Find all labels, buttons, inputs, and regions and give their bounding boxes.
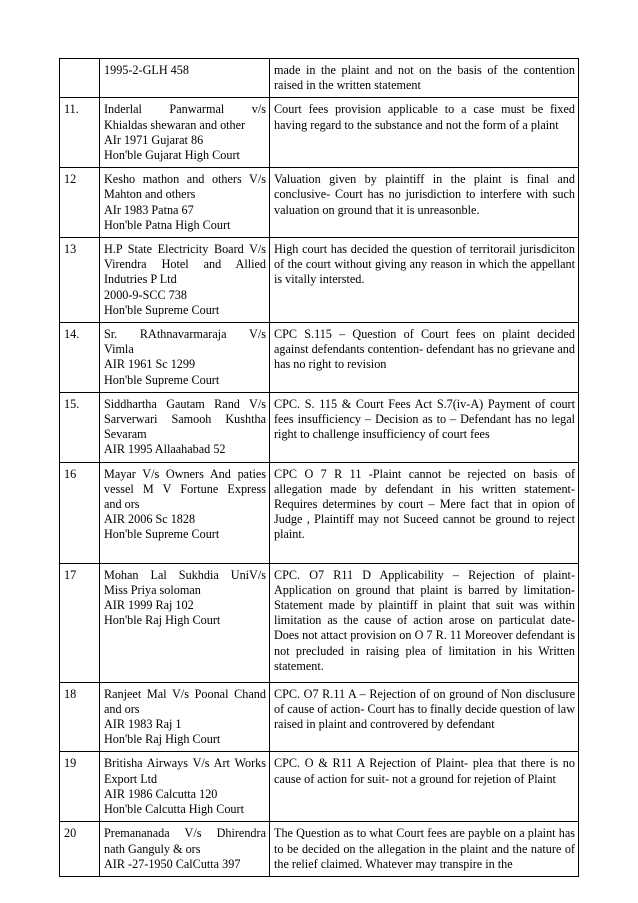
citation-line: nath Ganguly & ors (104, 841, 201, 856)
citation-cell (100, 752, 270, 822)
citation-line: Inderlal Panwarmal v/s (104, 102, 266, 117)
description-cell: CPC. O7 R11 D Applicability – Rejection of plaint- Application on ground that plaint is barred by limitation- Statement made by plaintiff in plaint that suit was within limitation as the cause of action arose on particulat date- Does not attact provision on O 7 R. 11 Moreover defendant is not precluded in raising plea of limitation in his Written statement. (270, 563, 579, 682)
description-cell: made in the plaint and not on the basis of the contention raised in the written statement (270, 59, 579, 98)
description-cell: CPC. O & R11 A Rejection of Plaint- plea that there is no cause of action for suit- not a ground for rejetion of Plaint (270, 752, 579, 822)
serial-number-cell: 13 (60, 238, 100, 323)
citation-line: AIR 1986 Calcutta 120 (104, 786, 218, 801)
citation-line: and ors (104, 701, 140, 716)
description-cell: Court fees provision applicable to a case must be fixed having regard to the substance and not the form of a plaint (270, 98, 579, 168)
citation-line: AIR 1995 Allaahabad 52 (104, 442, 226, 457)
citation-line: Khialdas shewaran and other (104, 117, 246, 132)
citation-cell (100, 392, 270, 462)
table-row (60, 392, 579, 462)
citation-cell (100, 563, 270, 682)
citation-line: Vimla (104, 342, 134, 357)
table-row (60, 462, 579, 563)
citation-line: AIr 1983 Patna 67 (104, 202, 194, 217)
citation-line: 2000-9-SCC 738 (104, 287, 187, 302)
citation-line: Britisha Airways V/s Art Works (104, 756, 266, 771)
citation-cell (100, 59, 270, 98)
citation-line: Mayar V/s Owners And paties (104, 466, 266, 481)
citation-line: Hon'ble Raj High Court (104, 732, 221, 747)
citation-line: and ors (104, 497, 140, 512)
citation-line: Mohan Lal Sukhdia UniV/s (104, 567, 266, 582)
citation-cell (100, 682, 270, 752)
serial-number-cell: 16 (60, 462, 100, 563)
citation-line: H.P State Electricity Board V/s (104, 242, 266, 257)
table-row (60, 98, 579, 168)
table-row (60, 563, 579, 682)
citation-line: Siddhartha Gautam Rand V/s (104, 396, 266, 411)
serial-number-cell (60, 59, 100, 98)
citation-line: Hon'ble Calcutta High Court (104, 802, 244, 817)
table-row (60, 752, 579, 822)
table-row (60, 238, 579, 323)
serial-number-cell: 11. (60, 98, 100, 168)
citation-line: AIR 1999 Raj 102 (104, 598, 194, 613)
serial-number-cell: 17 (60, 563, 100, 682)
citation-line: Export Ltd (104, 771, 158, 786)
citation-line: Virendra Hotel and Allied (104, 257, 266, 272)
citation-line: Hon'ble Supreme Court (104, 302, 220, 317)
citation-line: Hon'ble Supreme Court (104, 372, 220, 387)
citation-cell (100, 323, 270, 393)
citation-line: Indutries P Ltd (104, 272, 177, 287)
citation-line: AIR 1983 Raj 1 (104, 717, 182, 732)
citation-line: Hon'ble Raj High Court (104, 613, 221, 628)
serial-number-cell: 18 (60, 682, 100, 752)
table-row (60, 59, 579, 98)
citation-line: Mahton and others (104, 187, 196, 202)
citation-line: Kesho mathon and others V/s (104, 172, 266, 187)
serial-number-cell: 15. (60, 392, 100, 462)
serial-number-cell: 19 (60, 752, 100, 822)
table-row (60, 323, 579, 393)
description-cell: The Question as to what Court fees are payble on a plaint has to be decided on the allegation in the plaint and the nature of the relief claimed. Whatever may transpire in the (270, 822, 579, 877)
citation-line: Ranjeet Mal V/s Poonal Chand (104, 686, 266, 701)
description-cell: CPC S.115 – Question of Court fees on plaint decided against defendants contention- defendant has no grievane and has no right to revision (270, 323, 579, 393)
citation-cell (100, 238, 270, 323)
serial-number-cell: 14. (60, 323, 100, 393)
citation-line: AIR 1961 Sc 1299 (104, 357, 196, 372)
citation-line: AIR -27-1950 CalCutta 397 (104, 856, 241, 871)
citation-line: vessel M V Fortune Express (104, 481, 266, 496)
serial-number-cell: 20 (60, 822, 100, 877)
table-row (60, 168, 579, 238)
table-row (60, 822, 579, 877)
citation-line: AIR 2006 Sc 1828 (104, 512, 196, 527)
citation-line: AIr 1971 Gujarat 86 (104, 132, 204, 147)
citation-cell (100, 822, 270, 877)
document-page (59, 58, 578, 877)
description-cell: High court has decided the question of territorail jurisdiciton of the court without giving any reason in which the appellant is vitally intersted. (270, 238, 579, 323)
description-cell: CPC. O7 R.11 A – Rejection of on ground of Non disclusure of cause of action- Court has to finally decide question of law raised in plaint and controvered by defendant (270, 682, 579, 752)
description-cell: CPC. S. 115 & Court Fees Act S.7(iv-A) Payment of court fees insufficiency – Decision as to – Defendant has no legal right to challenge insufficiency of court fees (270, 392, 579, 462)
description-cell: Valuation given by plaintiff in the plaint is final and conclusive- Court has no jurisdiction to interfere with such valuation on ground that it is unreasonble. (270, 168, 579, 238)
serial-number-cell: 12 (60, 168, 100, 238)
case-law-table (59, 58, 579, 877)
citation-line: Hon'ble Gujarat High Court (104, 148, 240, 163)
citation-line: Miss Priya soloman (104, 582, 201, 597)
citation-cell (100, 168, 270, 238)
citation-line: Hon'ble Supreme Court (104, 527, 220, 542)
citation-cell (100, 462, 270, 563)
citation-line: Sevaram (104, 427, 147, 442)
table-row (60, 682, 579, 752)
description-cell: CPC O 7 R 11 -Plaint cannot be rejected on basis of allegation made by defendant in his written statement- Requires determines by court – Mere fact that in opion of Judge , Plaintiff may not Suceed cannot be ground to reject plaint. (270, 462, 579, 563)
citation-cell (100, 98, 270, 168)
citation-line: Sarverwari Samooh Kushtha (104, 412, 266, 427)
citation-line: Premananada V/s Dhirendra (104, 826, 266, 841)
citation-line: Hon'ble Patna High Court (104, 217, 231, 232)
citation-line: Sr. RAthnavarmaraja V/s (104, 327, 266, 342)
citation-line: 1995-2-GLH 458 (104, 63, 189, 77)
